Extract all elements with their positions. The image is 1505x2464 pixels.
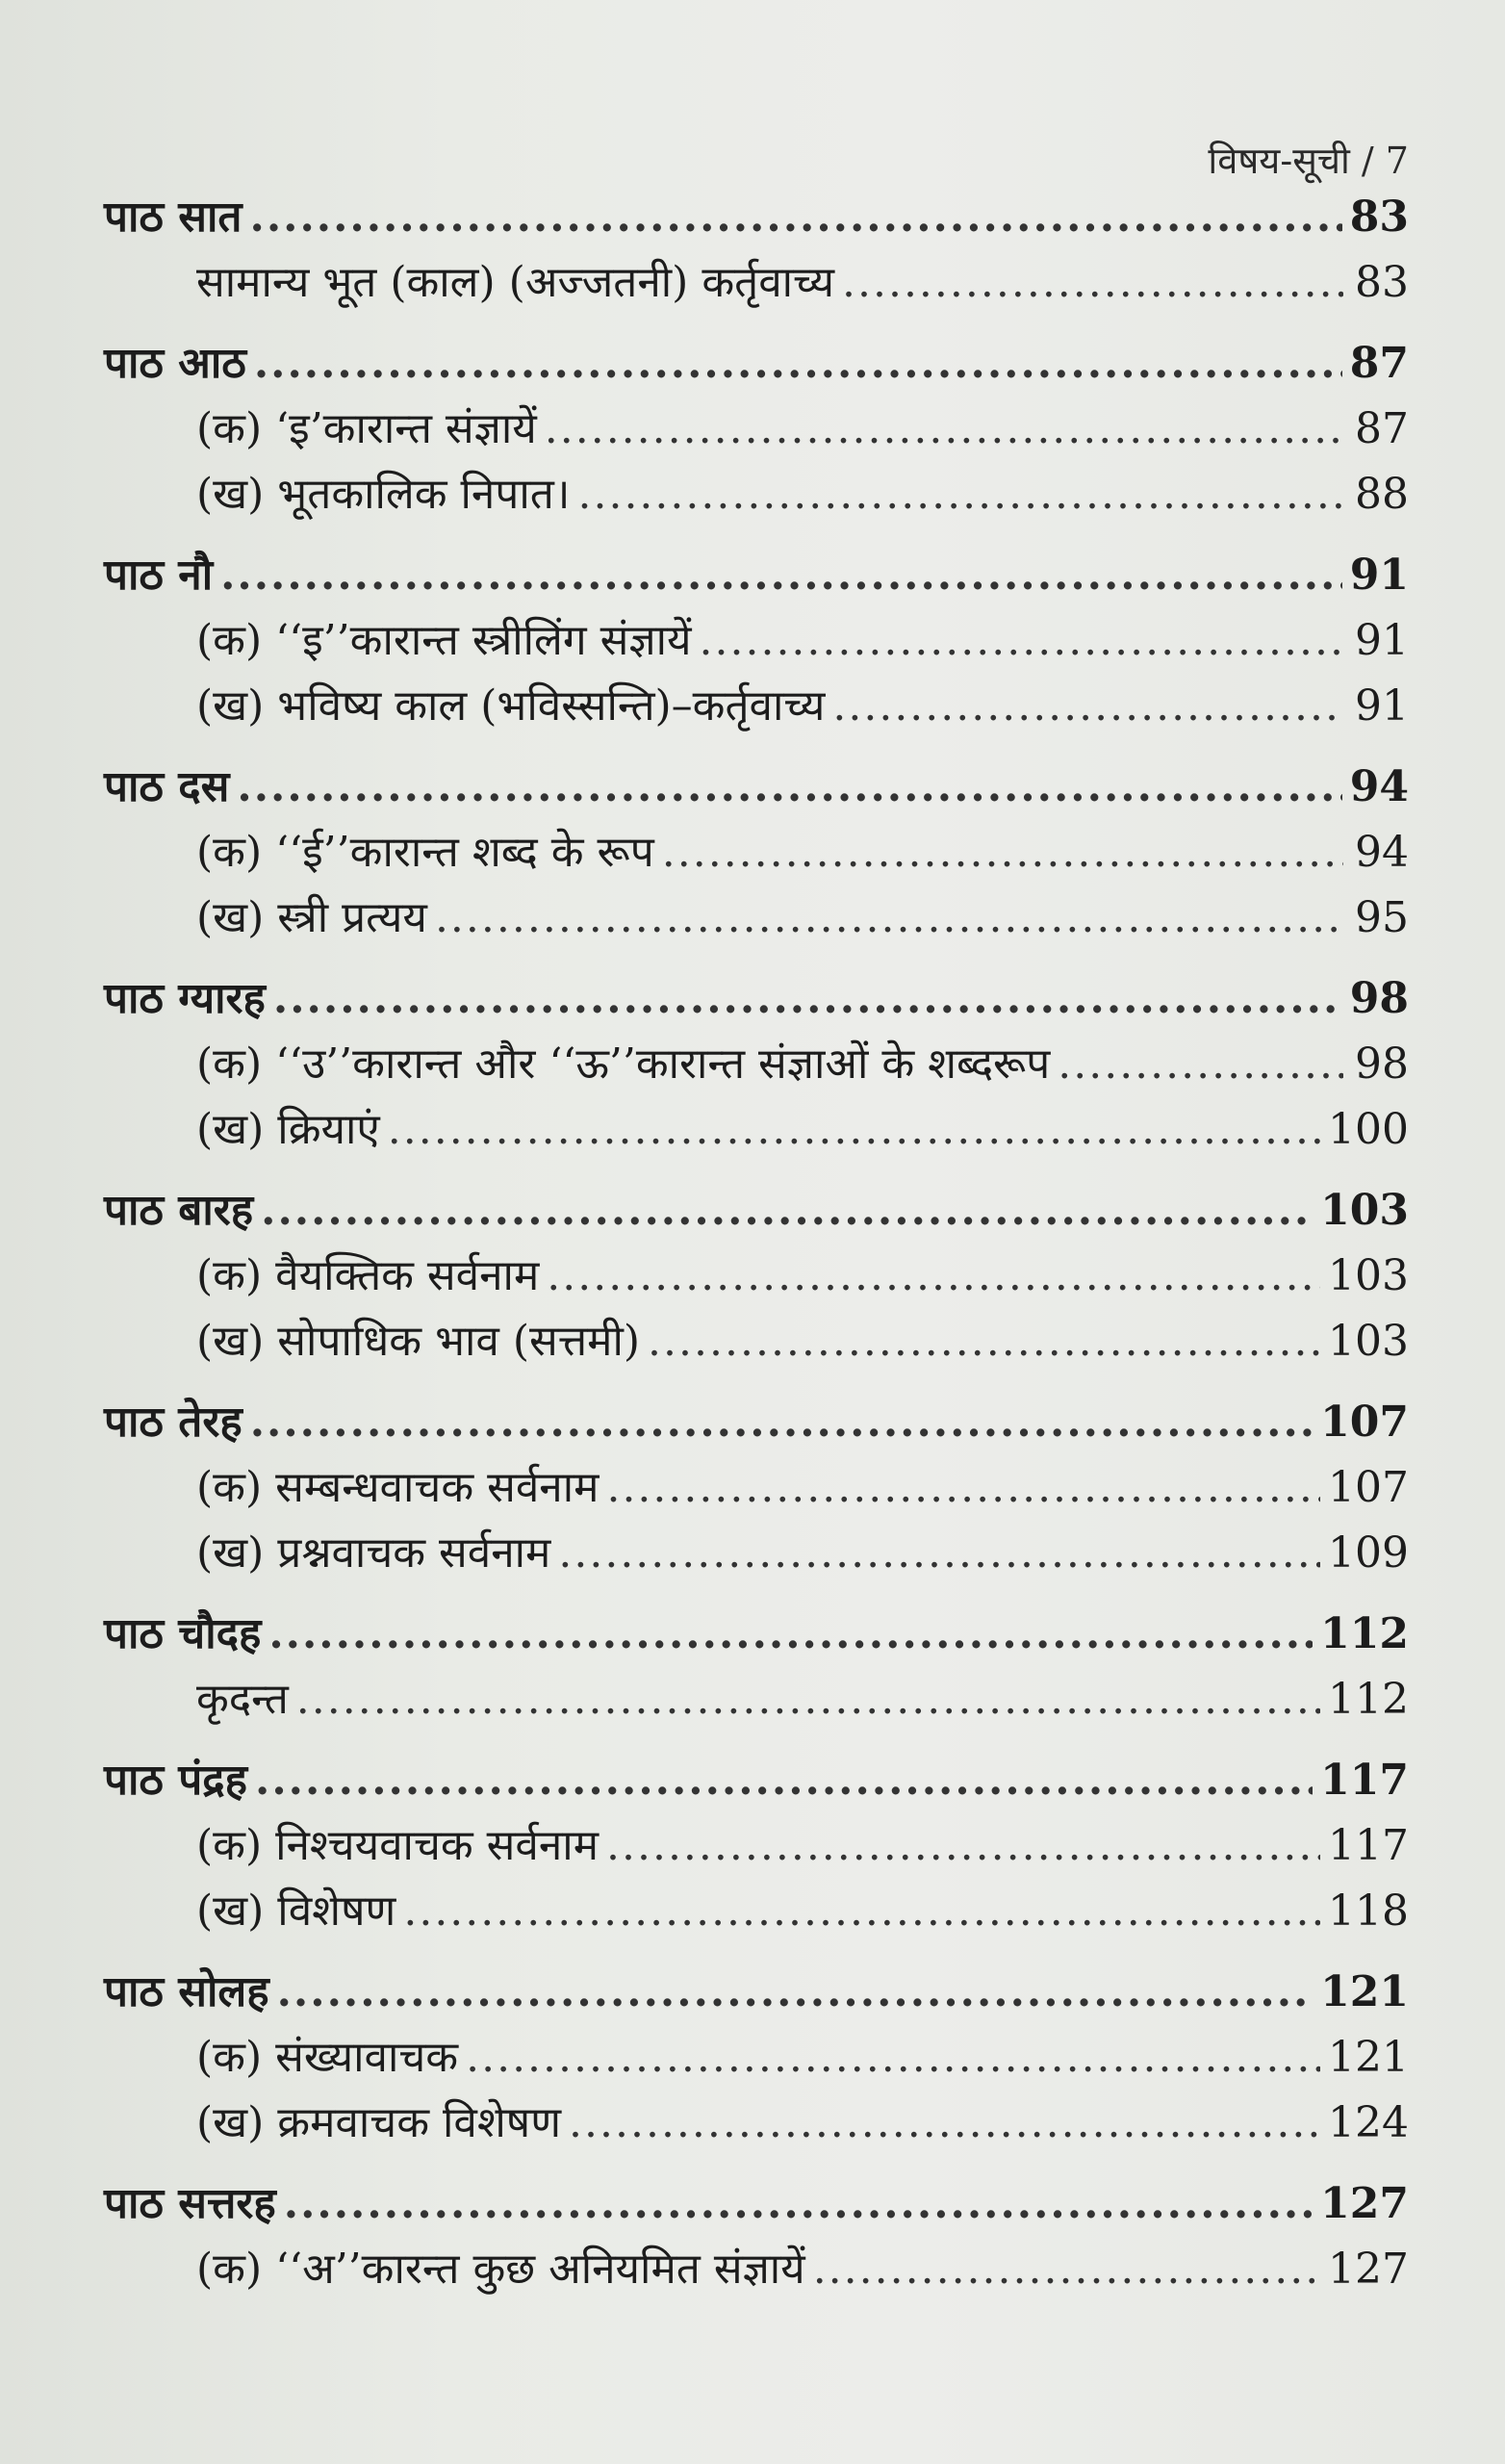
dot-leader — [606, 1821, 1320, 1872]
toc-entry-row — [104, 1040, 1409, 1105]
toc-entry-row — [104, 1251, 1409, 1317]
entry-title: सामान्य भूत (काल) (अज्जतनी) कर्तृवाच्य — [196, 258, 834, 307]
toc-chapter-row — [104, 339, 1409, 404]
entry-page-number: 124 — [1328, 2098, 1409, 2147]
entry-title: (क) ‘इ’कारान्त संज्ञायें — [196, 404, 537, 453]
toc-chapter-row — [104, 1756, 1409, 1821]
toc-entry-row — [104, 404, 1409, 470]
toc-chapter-row — [104, 551, 1409, 616]
toc-entry-row — [104, 1675, 1409, 1740]
running-header: विषय-सूची / 7 — [1208, 140, 1409, 182]
dot-leader — [250, 192, 1342, 244]
dot-leader — [435, 893, 1343, 944]
toc-entry-row — [104, 2098, 1409, 2164]
dot-leader — [577, 470, 1343, 521]
dot-leader — [268, 1609, 1313, 1660]
dot-leader — [569, 2098, 1320, 2149]
toc-entry-row — [104, 893, 1409, 959]
entry-page-number: 91 — [1355, 616, 1409, 665]
entry-title: कृदन्त — [196, 1675, 289, 1724]
entry-page-number: 103 — [1328, 1317, 1409, 1366]
dot-leader — [403, 1886, 1320, 1938]
chapter-title: पाठ आठ — [104, 339, 246, 388]
toc-entry-row — [104, 681, 1409, 747]
chapter-title: पाठ सोलह — [104, 1967, 269, 2016]
entry-title: (क) निश्चयवाचक सर्वनाम — [196, 1821, 599, 1870]
toc-entry-row — [104, 1105, 1409, 1170]
dot-leader — [261, 1186, 1313, 1237]
entry-title: (ख) भविष्य काल (भविस्सन्ति)–कर्तृवाच्य — [196, 681, 826, 731]
dot-leader — [255, 1756, 1313, 1807]
chapter-title: पाठ सात — [104, 192, 242, 242]
toc-entry-row — [104, 1821, 1409, 1886]
chapter-page-number: 98 — [1349, 974, 1409, 1023]
dot-leader — [296, 1675, 1320, 1726]
chapter-page-number: 127 — [1320, 2179, 1409, 2228]
entry-title: (ख) क्रियाएं — [196, 1105, 380, 1154]
entry-title: (ख) सोपाधिक भाव (सत्तमी) — [196, 1317, 641, 1366]
entry-page-number: 107 — [1328, 1463, 1409, 1512]
entry-page-number: 112 — [1328, 1675, 1409, 1724]
chapter-page-number: 83 — [1349, 192, 1409, 242]
entry-title: (ख) क्रमवाचक विशेषण — [196, 2098, 562, 2147]
entry-title: (ख) प्रश्नवाचक सर्वनाम — [196, 1528, 551, 1578]
toc-chapter-row — [104, 762, 1409, 828]
dot-leader — [1058, 1040, 1343, 1091]
toc-entry-row — [104, 258, 1409, 323]
entry-title: (क) ‘‘उ’’कारान्त और ‘‘ऊ’’कारान्त संज्ञाओं के शब्दरूप — [196, 1040, 1051, 1089]
entry-page-number: 100 — [1328, 1105, 1409, 1154]
entry-title: (क) ‘‘अ’’कारन्त कुछ अनियमित संज्ञायें — [196, 2245, 805, 2294]
chapter-page-number: 94 — [1349, 762, 1409, 811]
dot-leader — [558, 1528, 1320, 1579]
chapter-title: पाठ सत्तरह — [104, 2179, 276, 2228]
chapter-page-number: 87 — [1349, 339, 1409, 388]
dot-leader — [250, 1398, 1313, 1449]
chapter-title: पाठ चौदह — [104, 1609, 262, 1658]
toc-chapter-row — [104, 1186, 1409, 1251]
entry-title: (क) संख्यावाचक — [196, 2033, 459, 2082]
entry-title: (क) ‘‘ई’’कारान्त शब्द के रूप — [196, 828, 654, 877]
toc-chapter-row — [104, 2179, 1409, 2245]
chapter-title: पाठ दस — [104, 762, 230, 811]
table-of-contents — [104, 192, 1409, 2310]
dot-leader — [220, 551, 1342, 602]
entry-page-number: 88 — [1355, 470, 1409, 519]
dot-leader — [388, 1105, 1320, 1156]
toc-entry-row — [104, 1317, 1409, 1382]
chapter-title: पाठ नौ — [104, 551, 214, 600]
dot-leader — [662, 828, 1343, 879]
entry-title: (ख) स्त्री प्रत्यय — [196, 893, 427, 942]
dot-leader — [842, 258, 1343, 309]
entry-page-number: 109 — [1328, 1528, 1409, 1578]
toc-entry-row — [104, 1528, 1409, 1594]
chapter-title: पाठ तेरह — [104, 1398, 242, 1447]
dot-leader — [254, 339, 1342, 390]
entry-title: (ख) भूतकालिक निपात। — [196, 470, 571, 519]
dot-leader — [277, 1967, 1314, 2018]
dot-leader — [832, 681, 1343, 732]
chapter-page-number: 103 — [1320, 1186, 1409, 1235]
entry-page-number: 103 — [1328, 1251, 1409, 1300]
chapter-title: पाठ ग्यारह — [104, 974, 266, 1023]
toc-entry-row — [104, 616, 1409, 681]
entry-page-number: 87 — [1355, 404, 1409, 453]
dot-leader — [545, 404, 1343, 455]
toc-entry-row — [104, 2245, 1409, 2310]
dot-leader — [284, 2179, 1313, 2230]
toc-entry-row — [104, 1463, 1409, 1528]
entry-page-number: 83 — [1355, 258, 1409, 307]
entry-page-number: 121 — [1328, 2033, 1409, 2082]
chapter-page-number: 117 — [1320, 1756, 1409, 1805]
toc-chapter-row — [104, 1609, 1409, 1675]
toc-chapter-row — [104, 1967, 1409, 2033]
entry-page-number: 94 — [1355, 828, 1409, 877]
dot-leader — [606, 1463, 1320, 1514]
entry-page-number: 95 — [1355, 893, 1409, 942]
chapter-page-number: 112 — [1320, 1609, 1409, 1658]
dot-leader — [237, 762, 1341, 813]
toc-chapter-row — [104, 192, 1409, 258]
toc-chapter-row — [104, 1398, 1409, 1463]
entry-title: (ख) विशेषण — [196, 1886, 396, 1936]
dot-leader — [813, 2245, 1320, 2296]
toc-entry-row — [104, 1886, 1409, 1952]
toc-entry-row — [104, 828, 1409, 893]
entry-title: (क) ‘‘इ’’कारान्त स्त्रीलिंग संज्ञायें — [196, 616, 692, 665]
dot-leader — [466, 2033, 1320, 2084]
toc-chapter-row — [104, 974, 1409, 1040]
dot-leader — [700, 616, 1343, 667]
toc-entry-row — [104, 2033, 1409, 2098]
chapter-title: पाठ पंद्रह — [104, 1756, 247, 1805]
toc-entry-row — [104, 470, 1409, 535]
chapter-page-number: 121 — [1320, 1967, 1409, 2016]
chapter-page-number: 91 — [1349, 551, 1409, 600]
entry-title: (क) वैयक्तिक सर्वनाम — [196, 1251, 540, 1300]
entry-page-number: 117 — [1328, 1821, 1409, 1870]
entry-page-number: 91 — [1355, 681, 1409, 731]
dot-leader — [273, 974, 1342, 1025]
chapter-page-number: 107 — [1320, 1398, 1409, 1447]
dot-leader — [547, 1251, 1320, 1302]
entry-page-number: 118 — [1328, 1886, 1409, 1936]
dot-leader — [648, 1317, 1320, 1368]
entry-title: (क) सम्बन्धवाचक सर्वनाम — [196, 1463, 599, 1512]
entry-page-number: 127 — [1328, 2245, 1409, 2294]
entry-page-number: 98 — [1355, 1040, 1409, 1089]
chapter-title: पाठ बारह — [104, 1186, 254, 1235]
